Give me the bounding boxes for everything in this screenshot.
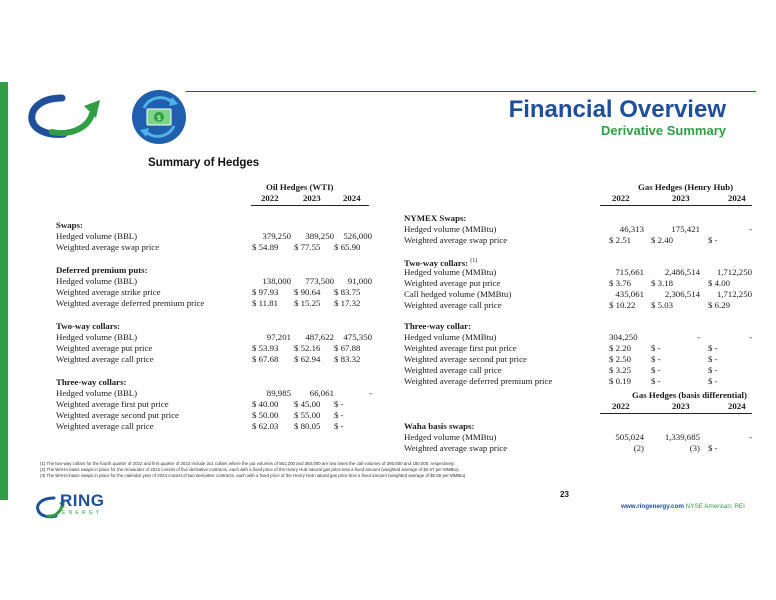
cell: $ 17.32: [334, 298, 361, 308]
cell: 389,250: [305, 231, 334, 241]
cell: 1,712,250: [716, 267, 752, 277]
cell: $ -: [708, 443, 718, 453]
gas-year-header: 2024: [728, 193, 746, 203]
page-subtitle: Derivative Summary: [600, 123, 726, 138]
cell: 304,250: [609, 332, 638, 342]
page-number: 23: [560, 490, 569, 499]
cell: $ -: [708, 376, 718, 386]
row-label: Weighted average call price: [404, 300, 502, 310]
cell: 379,250: [262, 231, 291, 241]
cell: $ 4.00: [708, 278, 730, 288]
cell: $ -: [334, 399, 344, 409]
row-label: Weighted average swap price: [404, 443, 508, 453]
cell: $ 65.90: [334, 242, 361, 252]
section-heading: Two-way collars:: [56, 321, 121, 331]
cell: $ 83.32: [334, 354, 361, 364]
section-heading: Swaps:: [56, 220, 83, 230]
cell: $ 11.81: [252, 298, 279, 308]
cell: -: [369, 388, 372, 398]
gas-table-title: Gas Hedges (Henry Hub): [638, 182, 734, 192]
cell: 66,061: [309, 388, 334, 398]
brand-name: RING: [60, 491, 105, 510]
cell: $ -: [334, 421, 344, 431]
oil-year-header: 2022: [261, 193, 279, 203]
cell: $ 2.40: [651, 235, 673, 245]
section-heading: Deferred premium puts:: [56, 265, 148, 275]
cell: 89,985: [266, 388, 291, 398]
cell: $ 67.68: [252, 354, 279, 364]
row-label: Weighted average second put price: [56, 410, 179, 420]
basis-year-header: 2022: [612, 401, 630, 411]
cell: $ -: [651, 354, 661, 364]
cell: -: [749, 332, 752, 342]
row-label: Weighted average deferred premium price: [404, 376, 553, 386]
gas-year-header: 2022: [612, 193, 630, 203]
row-label: Hedged volume (MMBtu): [404, 332, 497, 342]
row-label: Weighted average swap price: [404, 235, 508, 245]
row-label: Call hedged volume (MMBtu): [404, 289, 512, 299]
cell: $ -: [708, 343, 718, 353]
row-label: Hedged volume (BBL): [56, 388, 138, 398]
brand-subname: ENERGY: [62, 510, 103, 516]
row-label: Weighted average first put price: [404, 343, 517, 353]
footnote: (2) The WAHA basis swaps in place for the remainder of 2022 consist of five derivative contracts, each with a fixed price of the Henry Hub natural gas price less a fixed amount (weighted average of $0.57 per MMBtu).: [40, 467, 460, 472]
cell: $ -: [334, 410, 344, 420]
row-label: Hedged volume (MMBtu): [404, 224, 497, 234]
cell: 175,421: [671, 224, 700, 234]
cell: $ 15.25: [294, 298, 321, 308]
oil-table-title: Oil Hedges (WTI): [266, 182, 334, 192]
cell: 487,622: [305, 332, 334, 342]
row-label: Weighted average deferred premium price: [56, 298, 205, 308]
cell: (2): [633, 443, 644, 453]
cell: $ 54.89: [252, 242, 279, 252]
cell: $ 77.55: [294, 242, 321, 252]
row-label: Hedged volume (BBL): [56, 276, 138, 286]
row-label: Weighted average put price: [56, 343, 153, 353]
cell: $ 3.18: [651, 278, 673, 288]
cell: $ -: [708, 365, 718, 375]
cell: 2,486,514: [664, 267, 700, 277]
cell: (3): [689, 443, 700, 453]
row-label: Weighted average swap price: [56, 242, 160, 252]
oil-year-header: 2023: [303, 193, 321, 203]
oil-year-header: 2024: [343, 193, 361, 203]
row-label: Weighted average put price: [404, 278, 501, 288]
cell: $ 80.05: [294, 421, 321, 431]
section-heading: Waha basis swaps:: [404, 421, 475, 431]
section-heading: Three-way collar:: [404, 321, 472, 331]
footnote: (1) The two-way collars for the fourth quarter of 2022 and first quarter of 2023 include 2x1 collars where the put volumes of 561,200 and 360,000 are two times the call volumes of 280,600 and 180,000, respectively.: [40, 461, 455, 466]
row-label: Weighted average strike price: [56, 287, 161, 297]
cell: $ 52.16: [294, 343, 321, 353]
footnotes: [40, 461, 740, 479]
exchange-listing: NYSE American: REI: [685, 503, 745, 510]
page-title: Financial Overview: [508, 96, 726, 123]
row-label: Weighted average call price: [56, 354, 154, 364]
footer-contact: [621, 503, 745, 510]
oil-hedges-table: [56, 180, 376, 450]
cell: $ 83.75: [334, 287, 361, 297]
summary-heading: Summary of Hedges: [148, 157, 260, 169]
footnote-marker: (1): [470, 258, 478, 264]
cell: $ 90.64: [294, 287, 321, 297]
section-heading: NYMEX Swaps:: [404, 213, 467, 223]
cell: 505,024: [615, 432, 644, 442]
cell: $ -: [651, 365, 661, 375]
oil-header-rule: [251, 205, 369, 206]
section-heading: Three-way collars:: [56, 377, 127, 387]
gas-year-header: 2023: [672, 193, 690, 203]
basis-year-header: 2023: [672, 401, 690, 411]
cell: $ 50.00: [252, 410, 279, 420]
cell: $ 2.51: [609, 235, 631, 245]
cell: $ 10.22: [609, 300, 636, 310]
gas-hedges-table: [404, 180, 760, 460]
cell: $ 53.93: [252, 343, 279, 353]
cell: $ 5.03: [651, 300, 673, 310]
cell: $ 3.76: [609, 278, 631, 288]
row-label: Weighted average call price: [404, 365, 502, 375]
cell: 91,000: [347, 276, 372, 286]
cell: 435,061: [615, 289, 644, 299]
basis-header-rule: [600, 413, 752, 414]
gas-header-rule: [600, 205, 752, 206]
row-label: Hedged volume (MMBtu): [404, 432, 497, 442]
cell: 1,712,250: [716, 289, 752, 299]
cell: 97,201: [266, 332, 291, 342]
left-accent-band: [0, 82, 8, 500]
row-label: Weighted average first put price: [56, 399, 169, 409]
row-label: Hedged volume (MMBtu): [404, 267, 497, 277]
row-label: Weighted average second put price: [404, 354, 527, 364]
cell: $ 0.19: [609, 376, 631, 386]
cell: 138,000: [262, 276, 291, 286]
cell: $ 62.03: [252, 421, 279, 431]
cell: $ 2.20: [609, 343, 631, 353]
cell: $ 6.29: [708, 300, 730, 310]
cell: $ -: [651, 343, 661, 353]
cell: $ 97.93: [252, 287, 279, 297]
cell: 1,339,685: [664, 432, 700, 442]
cell: $ -: [708, 354, 718, 364]
cell: 526,000: [343, 231, 372, 241]
cell: $ 55.00: [294, 410, 321, 420]
cell: 46,313: [619, 224, 644, 234]
cell: $ -: [708, 235, 718, 245]
cell: $ 2.50: [609, 354, 631, 364]
svg-text:$: $: [156, 114, 162, 122]
cell: $ 62.94: [294, 354, 321, 364]
cell: -: [749, 224, 752, 234]
cell: $ -: [651, 376, 661, 386]
cell: -: [749, 432, 752, 442]
footnote: (3) The WAHA basis swaps in place for the calendar year of 2023 consist of two derivative contracts, each with a fixed price of the Henry Hub natural gas price less a fixed amount (weighted average of $0.55 per MMBtu).: [40, 473, 467, 478]
cell: $ 45.00: [294, 399, 321, 409]
row-label: Hedged volume (BBL): [56, 332, 138, 342]
ring-arrows-logo-icon: [22, 92, 102, 142]
cell: 715,661: [615, 267, 644, 277]
website-link[interactable]: www.ringenergy.com: [621, 503, 684, 510]
cash-exchange-icon: [132, 90, 186, 144]
row-label: Weighted average call price: [56, 421, 154, 431]
cell: $ 67.88: [334, 343, 361, 353]
basis-table-title: Gas Hedges (basis differential): [632, 390, 747, 400]
basis-year-header: 2024: [728, 401, 746, 411]
title-rule: [186, 91, 756, 92]
row-label: Hedged volume (BBL): [56, 231, 138, 241]
cell: -: [697, 332, 700, 342]
cell: 773,500: [305, 276, 334, 286]
cell: $ 40.00: [252, 399, 279, 409]
section-heading-text: Two-way collars:: [404, 257, 469, 268]
cell: $ 3.25: [609, 365, 631, 375]
cell: 2,306,514: [664, 289, 700, 299]
cell: 475,350: [343, 332, 372, 342]
